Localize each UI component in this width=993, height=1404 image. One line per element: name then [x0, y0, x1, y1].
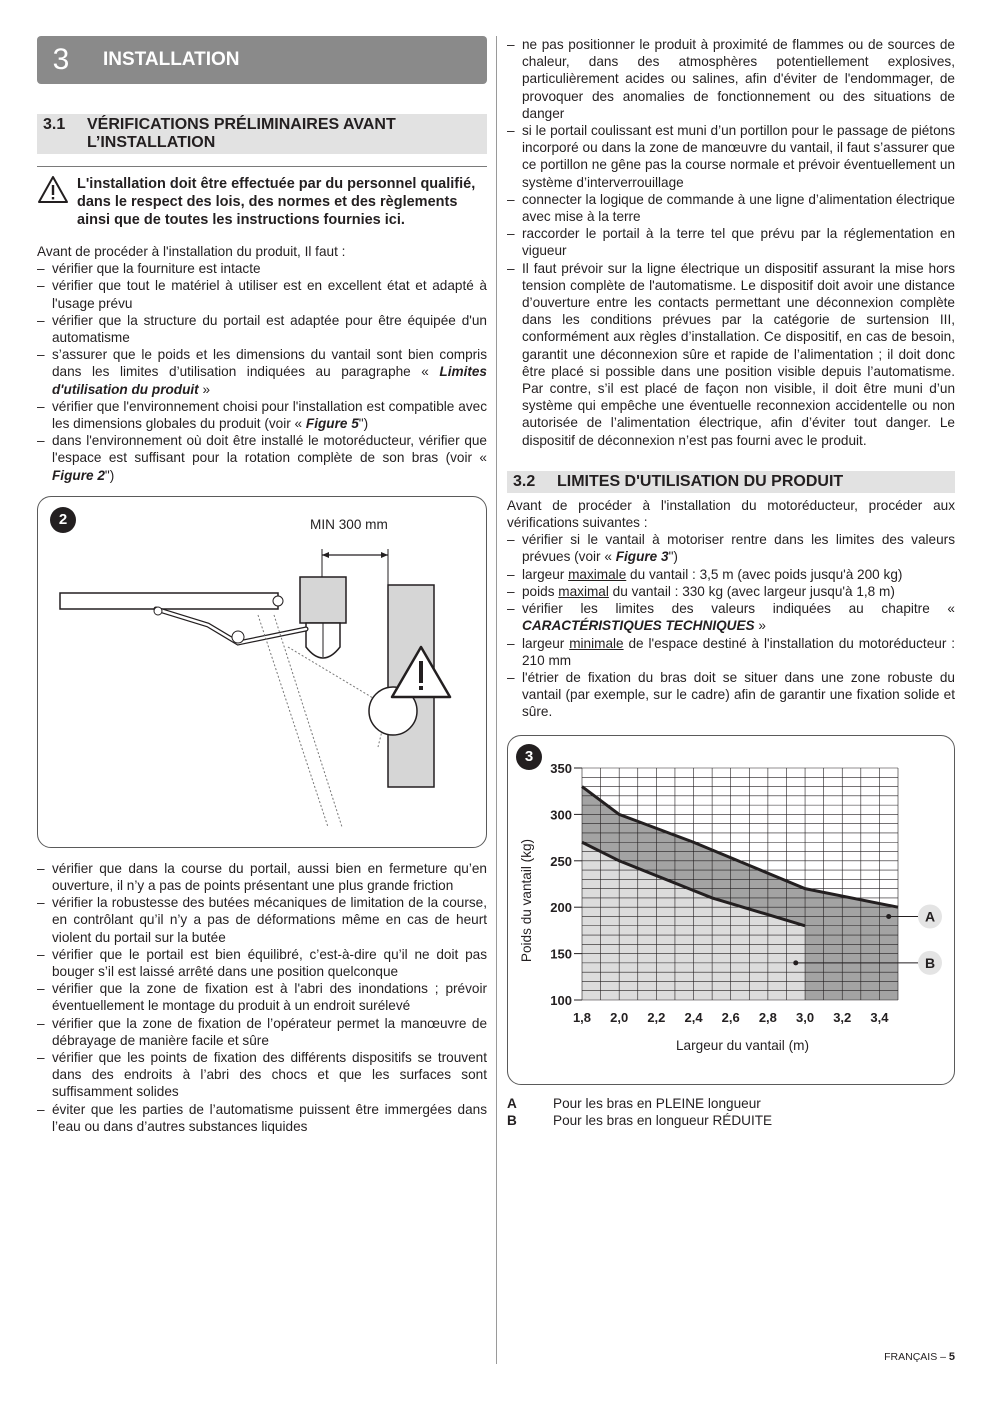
- chapter-number: 3: [52, 43, 70, 76]
- checklist-2: [37, 860, 487, 1135]
- list-item: – vérifier la robustesse des butées mécaniques de limitation de la course, en contrôlant qu’il n’y a pas de déformations même en cas de heurt violent du portail sur la butée: [37, 894, 487, 946]
- checklist-4: [507, 531, 955, 720]
- page-number: 5: [948, 1351, 955, 1363]
- legend-text: Pour les bras en PLEINE longueur: [553, 1095, 761, 1111]
- gate-clearance-diagram: [38, 497, 486, 847]
- chart-ylabel-wrap: [510, 836, 544, 966]
- right-column: [507, 36, 955, 1129]
- section-3-1-heading: [37, 114, 487, 154]
- chart-xlabel: Largeur du vantail (m): [676, 1037, 809, 1053]
- chart-ylabel: Poids du vantail (kg): [519, 838, 535, 963]
- warning-block: [37, 166, 487, 229]
- y-tick-label: 350: [550, 760, 572, 776]
- x-tick-label: 2,2: [647, 1009, 666, 1025]
- list-item: – vérifier que tout le matériel à utiliser est en excellent état et adapté à l'usage prévu: [37, 277, 487, 311]
- x-tick-label: 1,8: [572, 1009, 592, 1025]
- section-title: VÉRIFICATIONS PRÉLIMINAIRES AVANT L’INSTALLATION: [87, 116, 396, 151]
- list-item: – connecter la logique de commande à une ligne d’alimentation électrique avec mise à la terre: [507, 191, 955, 225]
- weight-width-chart: [508, 736, 954, 1082]
- underlined-text: maximale: [568, 566, 627, 582]
- figure-badge: 3: [516, 744, 542, 770]
- list-item: [507, 566, 955, 583]
- item-text: largeur: [522, 635, 570, 651]
- list-item: – vérifier que dans la course du portail, aussi bien en fermeture qu’en ouverture, il n’y a pas de points présentant une plus grande friction: [37, 860, 487, 894]
- y-tick-label: 100: [550, 992, 572, 1008]
- warning-triangle-icon: [37, 175, 77, 229]
- x-tick-label: 2,0: [610, 1009, 629, 1025]
- y-tick-label: 250: [550, 853, 572, 869]
- item-text: largeur: [522, 566, 569, 582]
- list-item: – vérifier que la structure du portail est adaptée pour être équipée d'un automatisme: [37, 312, 487, 346]
- item-text: vérifier que l'environnement choisi pour l'installation est compatible avec les dimensions globales du produit (voir «: [52, 398, 487, 432]
- x-tick-label: 2,8: [758, 1009, 777, 1025]
- item-text: dans l'environnement où doit être installé le motoréducteur, vérifier que l'espace est suffisant pour la rotation complète de son bras (voir «: [52, 433, 487, 466]
- list-item: – Il faut prévoir sur la ligne électrique un dispositif assurant la mise hors tension complète de l'automatisme. Le dispositif doit avoir une distance d’ouverture entre les contacts permettant une déconnexion complète dans les conditions prévues par la catégorie de surtension III, conformément aux règles d’installation. Ce dispositif, en cas de besoin, garantit une déconnexion sûre et rapide de l’alimentation ; il doit donc être placé si possible dans une position visible depuis l’automatisme. Par contre, s’il est placé de façon non visible, il doit être muni d’un système qui empêche une éventuelle reconnexion accidentelle ou non autorisée de l’alimentation électrique, afin d’éviter tout danger. Le dispositif de déconnexion n’est pas fourni avec le produit.: [507, 260, 955, 449]
- x-tick-label: 2,4: [684, 1009, 703, 1025]
- chapter-title: INSTALLATION: [103, 49, 240, 70]
- list-item: – ne pas positionner le produit à proximité de flammes ou de sources de chaleur, dans des atmosphères potentiellement explosives, particulièrement acides ou salines, afin d'éviter de l'endommager, de provoquer des anomalies de fonctionnement ou des situations de danger: [507, 36, 955, 122]
- x-tick-label: 3,4: [870, 1009, 889, 1025]
- item-text: du vantail : 3,5 m (avec poids jusqu'à 200 kg): [626, 566, 903, 582]
- list-item: [507, 635, 955, 669]
- item-text: vérifier les limites des valeurs indiquées au chapitre «: [522, 601, 955, 617]
- callout-a-label: A: [924, 907, 936, 924]
- list-item: [507, 583, 955, 600]
- item-text: poids: [522, 583, 559, 599]
- section-number: 3.2: [513, 472, 536, 490]
- list-item: [507, 600, 955, 634]
- checklist-3: [507, 36, 955, 449]
- clearance-label: MIN 300 mm: [310, 516, 388, 532]
- callout-b-label: B: [924, 954, 936, 971]
- figure-3: [507, 735, 955, 1085]
- item-text: "): [104, 467, 115, 483]
- list-item: – vérifier que la zone de fixation est à l'abri des inondations ; prévoir éventuellement le montage du produit à un endroit surélevé: [37, 980, 487, 1014]
- legend-row: [507, 1112, 955, 1129]
- underlined-text: minimale: [569, 635, 624, 651]
- section-title: LIMITES D'UTILISATION DU PRODUIT: [557, 472, 844, 490]
- legend-key: A: [507, 1095, 517, 1111]
- item-text: s’assurer que le poids et les dimensions du vantail sont bien compris dans les limites d’utilisation indiquées au paragraphe «: [52, 347, 487, 380]
- item-text: "): [668, 549, 678, 565]
- figure-2: [37, 496, 487, 848]
- figure-legend: [507, 1095, 955, 1129]
- section-number: 3.1: [43, 116, 66, 133]
- list-item: [37, 432, 487, 484]
- legend-text: Pour les bras en longueur RÉDUITE: [553, 1112, 773, 1128]
- footer-language: FRANÇAIS –: [884, 1351, 949, 1363]
- y-tick-label: 200: [550, 899, 572, 915]
- list-item: [37, 346, 487, 398]
- reference-link[interactable]: Figure 5: [305, 416, 359, 432]
- list-item: [37, 398, 487, 432]
- reference-link[interactable]: CARACTÉRISTIQUES TECHNIQUES: [522, 618, 755, 634]
- column-divider: [496, 36, 497, 1364]
- item-text: "): [358, 416, 369, 432]
- section-intro: Avant de procéder à l'installation du motoréducteur, procéder aux vérifications suivantes :: [507, 497, 955, 531]
- reference-link[interactable]: Figure 2: [52, 467, 105, 483]
- list-item: [507, 531, 955, 565]
- intro-text: Avant de procéder à l'installation du produit, Il faut :: [37, 244, 346, 259]
- underlined-text: maximal: [558, 583, 609, 599]
- item-text: du vantail : 330 kg (avec largeur jusqu'à 1,8 m): [608, 583, 895, 599]
- page-footer: [884, 1351, 955, 1363]
- chapter-header: [37, 36, 487, 84]
- list-item: – l'étrier de fixation du bras doit se situer dans une zone robuste du vantail (par exemple, sur le cadre) afin de garantir une fixation solide et sûre.: [507, 669, 955, 721]
- list-item: – vérifier que la fourniture est intacte: [37, 260, 487, 277]
- list-item: – vérifier que le portail est bien équilibré, c’est-à-dire qu’il ne doit pas bouger s’il est laissé arrêté dans une position quelconque: [37, 946, 487, 980]
- item-text: »: [754, 618, 766, 634]
- list-item: – vérifier que la zone de fixation de l’opérateur permet la manœuvre de débrayage de manière facile et sûre: [37, 1015, 487, 1049]
- item-text: de l'espace destiné à l'installation du motoréducteur : 210 mm: [522, 635, 955, 668]
- y-tick-label: 150: [550, 946, 572, 962]
- checklist-1: [37, 260, 487, 484]
- legend-row: [507, 1095, 955, 1112]
- item-text: vérifier si le vantail à motoriser rentre dans les limites des valeurs prévues (voir «: [522, 532, 955, 565]
- reference-link[interactable]: Limites d'utilisation du produit: [52, 364, 487, 397]
- section-3-2-heading: [507, 471, 955, 493]
- list-item: – vérifier que les points de fixation des différents dispositifs se trouvent dans des endroits à l’abri des chocs et que les surfaces sont suffisamment solides: [37, 1049, 487, 1101]
- y-tick-label: 300: [550, 806, 572, 822]
- legend-key: B: [507, 1112, 517, 1128]
- reference-link[interactable]: Figure 3: [615, 549, 669, 565]
- list-item: – si le portail coulissant est muni d’un portillon pour le passage de piétons incorporé ou dans la zone de manœuvre du vantail, il faut s’assurer que ce portillon ne gêne pas la course normale et prévoir éventuellement un système d’interverrouillage: [507, 122, 955, 191]
- warning-text: L'installation doit être effectuée par du personnel qualifié, dans le respect des lois, des normes et des règlements ainsi que de toutes les instructions fournies ici.: [77, 176, 476, 228]
- x-tick-label: 2,6: [721, 1009, 740, 1025]
- item-text: »: [198, 381, 211, 397]
- list-item: – éviter que les parties de l’automatisme puissent être immergées dans l’eau ou dans d’autres substances liquides: [37, 1101, 487, 1135]
- left-column: [37, 36, 487, 1135]
- list-item: – raccorder le portail à la terre tel que prévu par la réglementation en vigueur: [507, 225, 955, 259]
- figure-badge: 2: [50, 507, 76, 533]
- x-tick-label: 3,2: [833, 1009, 852, 1025]
- x-tick-label: 3,0: [796, 1009, 815, 1025]
